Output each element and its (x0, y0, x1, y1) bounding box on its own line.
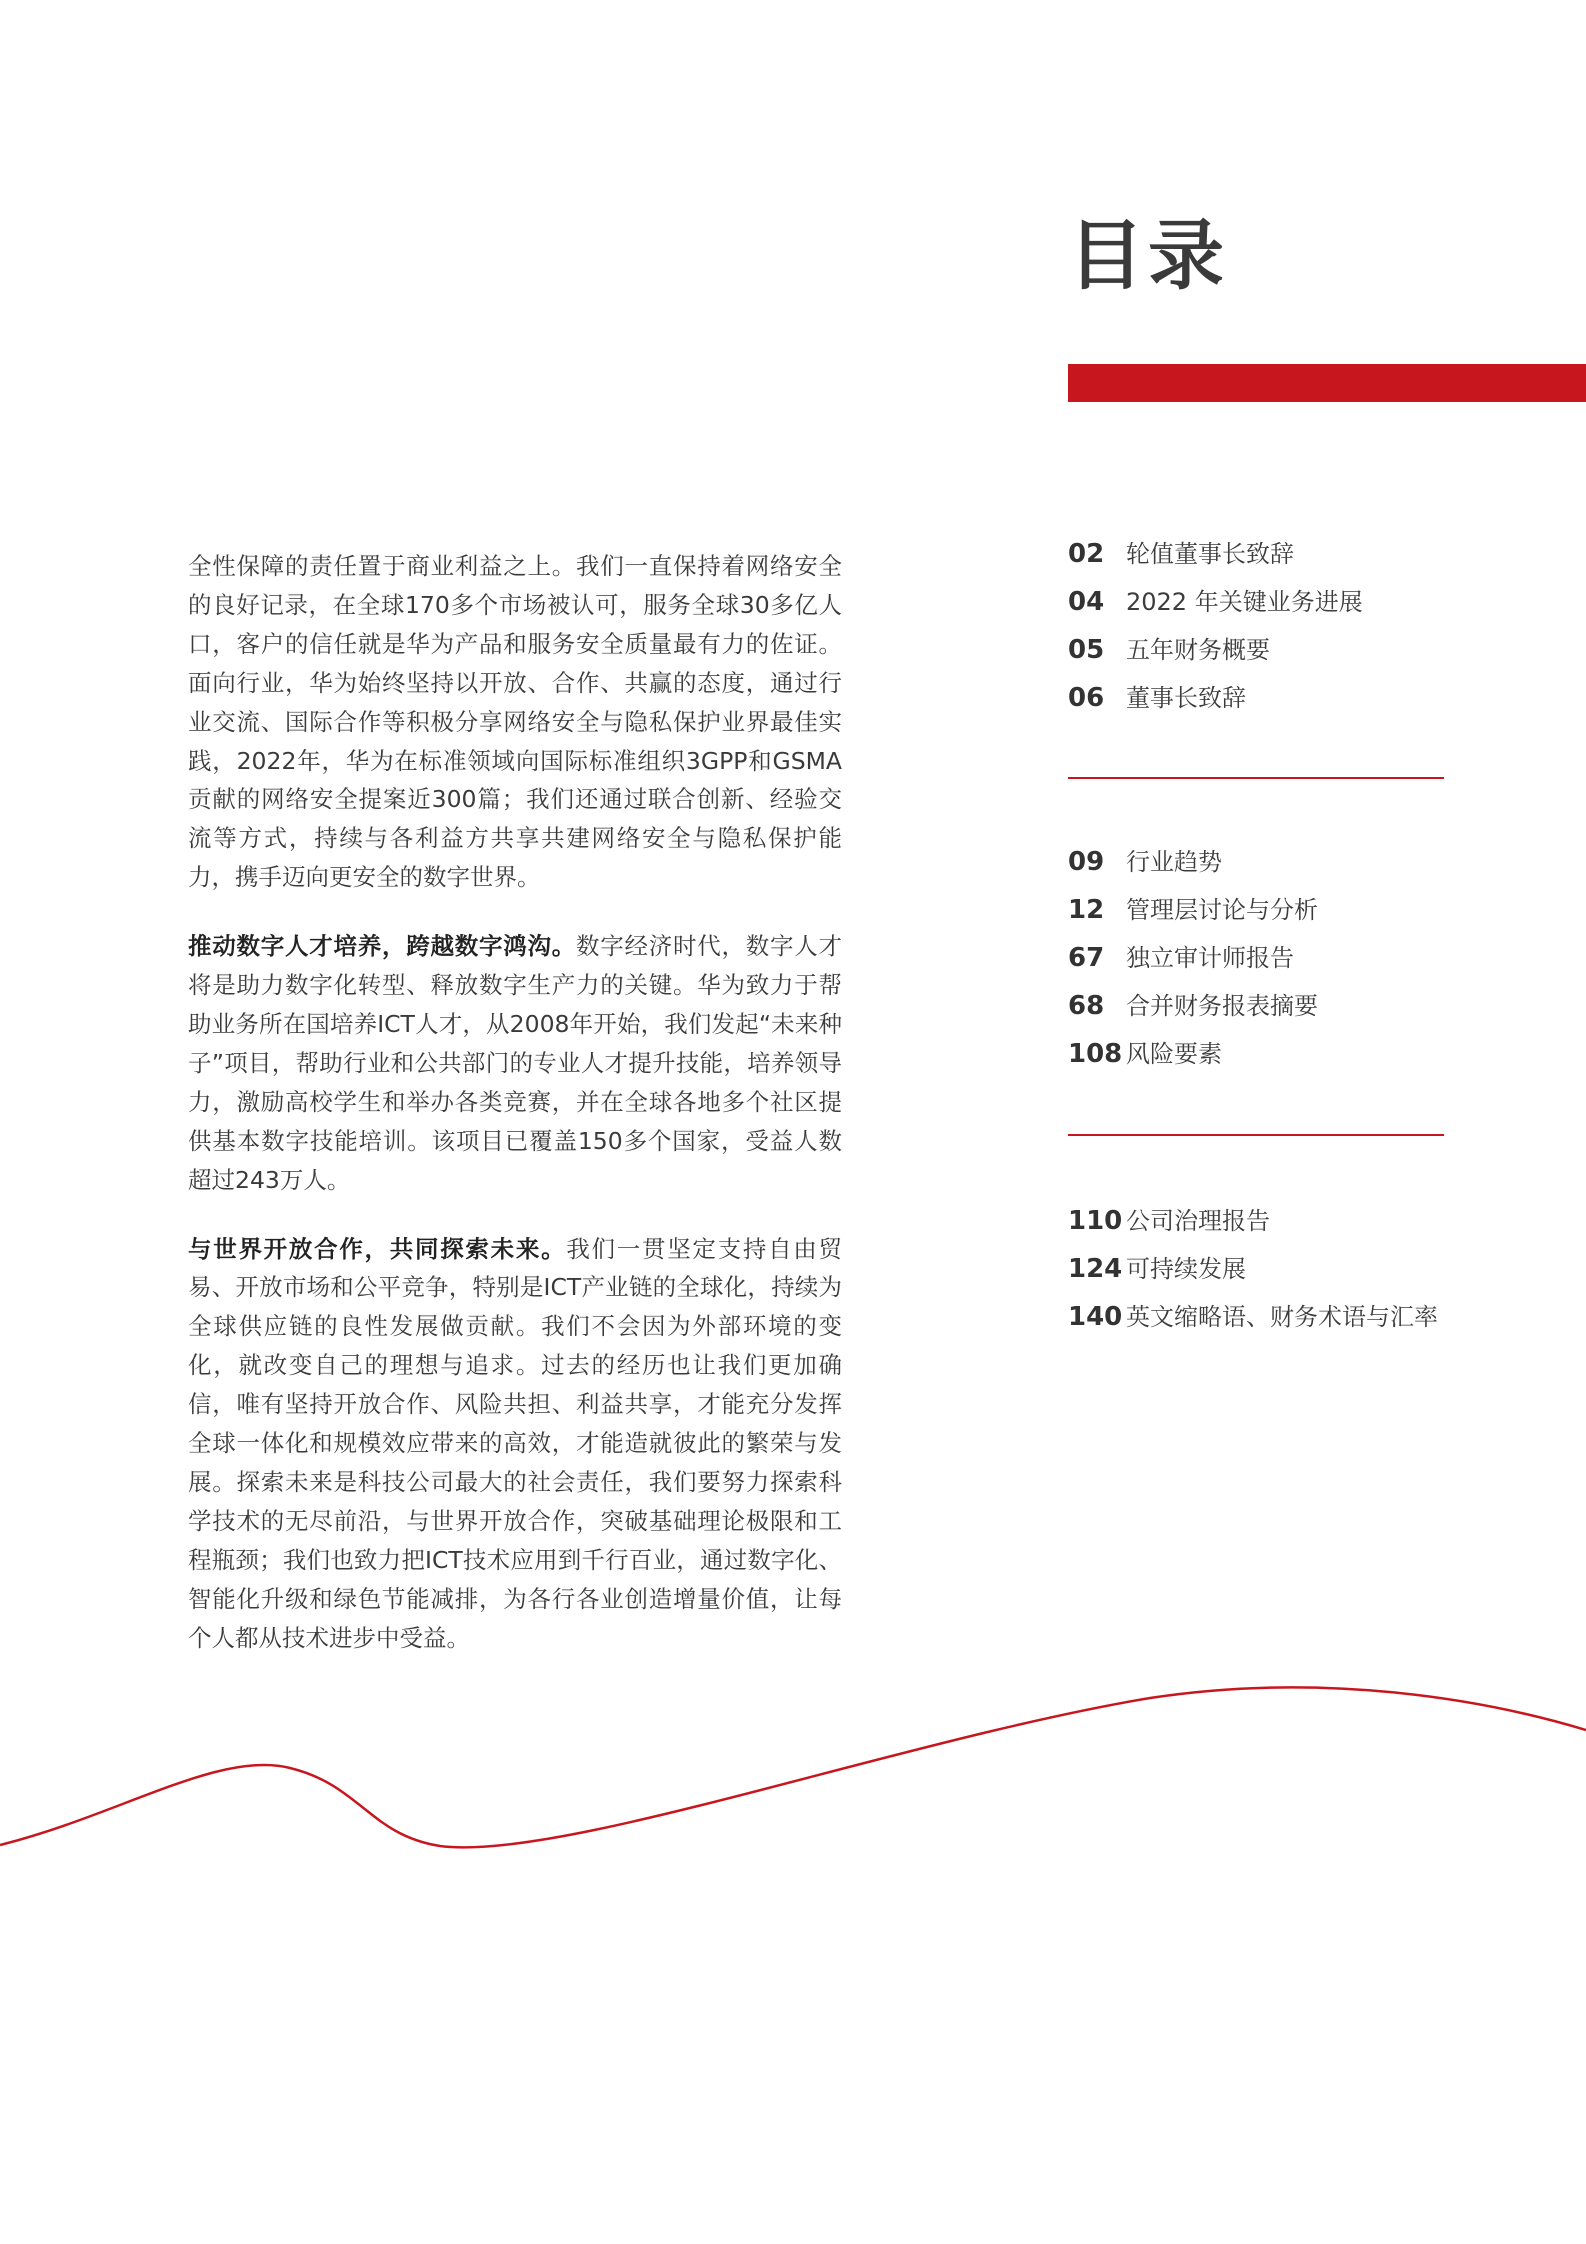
paragraph-lead: 推动数字人才培养，跨越数字鸿沟。 (188, 932, 576, 961)
toc-item-label: 公司治理报告 (1126, 1207, 1270, 1235)
toc-item-label: 行业趋势 (1126, 848, 1222, 876)
body-paragraph-security (188, 547, 842, 897)
paragraph-lead: 与世界开放合作，共同探索未来。 (188, 1234, 567, 1263)
toc-item-label: 2022 年关键业务进展 (1126, 588, 1363, 616)
toc-item[interactable] (1068, 1245, 1468, 1293)
toc-item-label: 可持续发展 (1126, 1255, 1246, 1283)
toc-page-number: 05 (1068, 635, 1105, 665)
toc-item[interactable] (1068, 626, 1468, 674)
toc-item[interactable] (1068, 1197, 1468, 1245)
toc-page-number: 06 (1068, 683, 1105, 713)
toc-item-label: 管理层讨论与分析 (1126, 896, 1318, 924)
paragraph-text: 全性保障的责任置于商业利益之上。我们一直保持着网络安全的良好记录，在全球170多个市场被认可，服务全球30多亿人口，客户的信任就是华为产品和服务安全质量最有力的佐证。面向行业，华为始终坚持以开放、合作、共赢的态度，通过行业交流、国际合作等积极分享网络安全与隐私保护业界最佳实践，2022年，华为在标准领域向国际标准组织3GPP和GSMA贡献的网络安全提案近300篇；我们还通过联合创新、经验交流等方式，持续与各利益方共享共建网络安全与隐私保护能力，携手迈向更安全的数字世界。 (188, 552, 842, 892)
toc-item[interactable] (1068, 886, 1468, 934)
decorative-wave (0, 1640, 1586, 1860)
toc-item-label: 合并财务报表摘要 (1126, 992, 1318, 1020)
toc-page-number: 68 (1068, 991, 1105, 1021)
title-accent-bar (1068, 364, 1586, 402)
toc-item[interactable] (1068, 578, 1468, 626)
toc-divider (1068, 1134, 1444, 1136)
paragraph-text: 我们一贯坚定支持自由贸易、开放市场和公平竞争，特别是ICT产业链的全球化，持续为全球供应链的良性发展做贡献。我们不会因为外部环境的变化，就改变自己的理想与追求。过去的经历也让我们更加确信，唯有坚持开放合作、风险共担、利益共享，才能充分发挥全球一体化和规模效应带来的高效，才能造就彼此的繁荣与发展。探索未来是科技公司最大的社会责任，我们要努力探索科学技术的无尽前沿，与世界开放合作，突破基础理论极限和工程瓶颈；我们也致力把ICT技术应用到千行百业，通过数字化、智能化升级和绿色节能减排，为各行各业创造增量价值，让每个人都从技术进步中受益。 (188, 1234, 843, 1652)
paragraph-text: 数字经济时代，数字人才将是助力数字化转型、释放数字生产力的关键。华为致力于帮助业务所在国培养ICT人才，从2008年开始，我们发起“未来种子”项目，帮助行业和公共部门的专业人才提升技能，培养领导力，激励高校学生和举办各类竞赛，并在全球各地多个社区提供基本数字技能培训。该项目已覆盖150多个国家，受益人数超过243万人。 (188, 932, 842, 1194)
toc-item[interactable] (1068, 530, 1468, 578)
toc-item-label: 独立审计师报告 (1126, 944, 1294, 972)
body-text-column (188, 547, 842, 1687)
toc-page-number: 04 (1068, 587, 1105, 617)
toc-item-label: 轮值董事长致辞 (1126, 540, 1294, 568)
body-paragraph-talent (188, 927, 842, 1199)
toc-group-2 (1068, 838, 1468, 1078)
toc-page-number: 02 (1068, 539, 1105, 569)
toc-item[interactable] (1068, 1030, 1468, 1078)
page-title: 目录 (1068, 211, 1228, 300)
wave-line (0, 1687, 1586, 1847)
toc-page-number: 140 (1068, 1302, 1123, 1332)
toc-page-number: 67 (1068, 943, 1105, 973)
toc-item-label: 英文缩略语、财务术语与汇率 (1126, 1303, 1438, 1331)
toc-item-label: 风险要素 (1126, 1040, 1222, 1068)
toc-page-number: 108 (1068, 1039, 1123, 1069)
toc-item-label: 董事长致辞 (1126, 684, 1246, 712)
toc-item-label: 五年财务概要 (1126, 636, 1270, 664)
toc-divider (1068, 777, 1444, 779)
toc-page-number: 09 (1068, 847, 1105, 877)
toc-item[interactable] (1068, 934, 1468, 982)
toc-item[interactable] (1068, 674, 1468, 722)
toc-page-number: 12 (1068, 895, 1105, 925)
toc-page-number: 110 (1068, 1206, 1123, 1236)
body-paragraph-openness (188, 1230, 842, 1658)
toc-item[interactable] (1068, 838, 1468, 886)
toc-item[interactable] (1068, 1293, 1468, 1341)
toc-page-number: 124 (1068, 1254, 1123, 1284)
toc-item[interactable] (1068, 982, 1468, 1030)
toc-group-3 (1068, 1197, 1468, 1341)
toc-group-1 (1068, 530, 1468, 722)
